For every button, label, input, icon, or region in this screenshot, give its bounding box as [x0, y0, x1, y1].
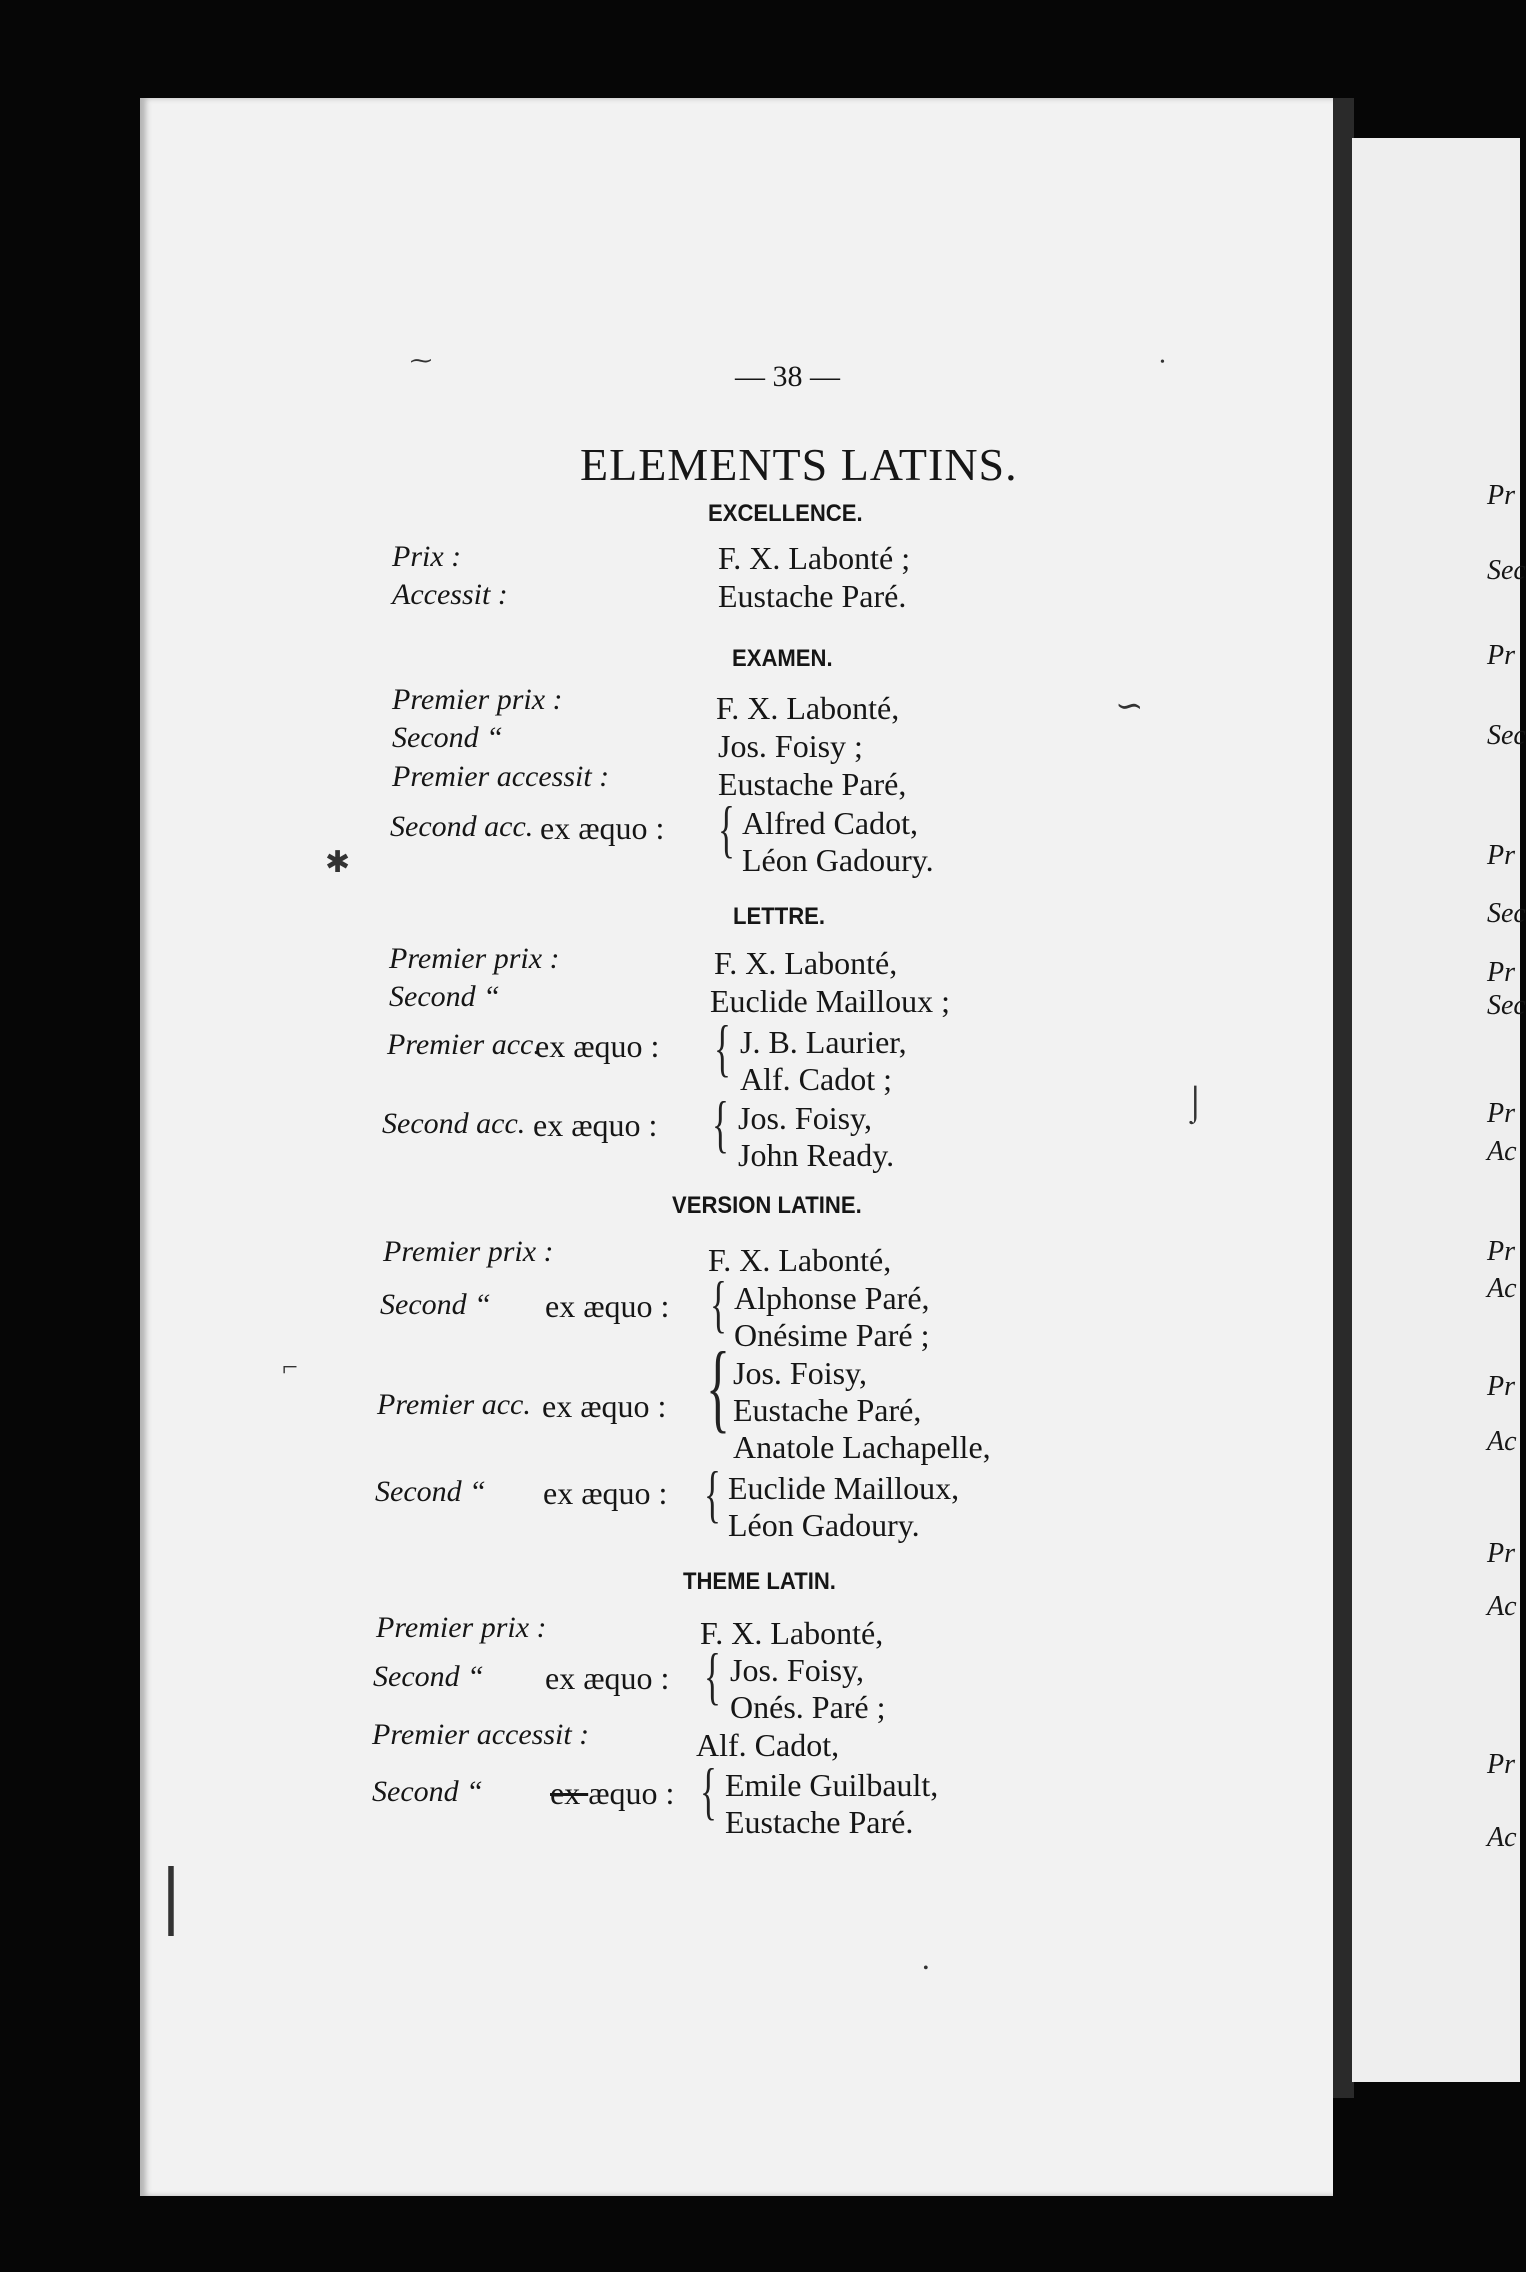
prize-label: Premier acc.: [387, 1028, 541, 1061]
ex-aequo-label: ex æquo :: [545, 1660, 670, 1696]
right-page-fragment-text: Sec: [1487, 990, 1526, 1021]
grouping-brace: {: [706, 1331, 730, 1442]
prize-label: Second “: [372, 1775, 483, 1808]
ink-mark: ⁓: [410, 348, 432, 373]
right-page-fragment-text: Pr: [1487, 840, 1515, 871]
prize-label: Second “: [373, 1660, 484, 1693]
ink-mark: •: [1160, 355, 1165, 370]
right-page-fragment-text: Pr: [1487, 1538, 1515, 1569]
prize-label: Second “: [389, 980, 500, 1013]
right-page-fragment-text: Pr: [1487, 957, 1515, 988]
prize-winner: Eustache Paré,: [718, 766, 907, 802]
grouping-brace: {: [712, 1088, 729, 1159]
section-heading: VERSION LATINE.: [672, 1192, 862, 1219]
prize-winner: John Ready.: [738, 1137, 895, 1173]
prize-label: Second “: [380, 1288, 491, 1321]
prize-winner: Emile Guilbault,: [725, 1767, 939, 1803]
book-gutter: [1330, 98, 1354, 2098]
prize-winner: Alf. Cadot ;: [740, 1061, 892, 1097]
right-page-fragment-text: Pr: [1487, 1098, 1515, 1129]
right-page-fragment-text: Sec: [1487, 720, 1526, 751]
prize-winner: F. X. Labonté,: [716, 690, 900, 726]
grouping-brace: {: [710, 1268, 727, 1339]
prize-label: Accessit :: [392, 578, 508, 611]
prize-label: Premier prix :: [383, 1235, 554, 1268]
ink-mark: ⎸: [168, 1861, 238, 1938]
prize-label: Premier prix :: [392, 683, 563, 716]
page-title: ELEMENTS LATINS.: [580, 439, 1018, 490]
prize-label: Premier prix :: [376, 1611, 547, 1644]
prize-winner: Euclide Mailloux,: [728, 1470, 960, 1506]
prize-winner: Eustache Paré.: [725, 1804, 914, 1840]
right-page-fragment-text: Pr: [1487, 1371, 1515, 1402]
prize-winner: Jos. Foisy ;: [718, 728, 863, 764]
right-page-fragment-text: Ac: [1487, 1273, 1517, 1304]
page-number: — 38 —: [735, 360, 840, 393]
prize-label: Second acc.: [382, 1107, 526, 1140]
prize-label: Premier accessit :: [372, 1718, 590, 1751]
ex-aequo-label: ex æquo :: [540, 810, 665, 846]
right-page-fragment-text: Pr: [1487, 1236, 1515, 1267]
prize-label: Premier prix :: [389, 942, 560, 975]
right-page-fragment-text: Ac: [1487, 1822, 1517, 1853]
section-heading: THEME LATIN.: [683, 1568, 836, 1595]
ink-mark: ∽: [1115, 688, 1144, 725]
prize-winner: Eustache Paré.: [718, 578, 907, 614]
ex-aequo-label: ex æquo :: [535, 1028, 660, 1064]
prize-winner: F. X. Labonté,: [708, 1242, 892, 1278]
right-page-fragment-text: Sec: [1487, 898, 1526, 929]
struck-text: ex: [550, 1775, 589, 1811]
right-page-fragment: [1352, 138, 1526, 2082]
prize-winner: Euclide Mailloux ;: [710, 983, 950, 1019]
prize-winner: Jos. Foisy,: [733, 1355, 867, 1391]
grouping-brace: {: [704, 1640, 721, 1711]
prize-winner: F. X. Labonté ;: [718, 540, 911, 576]
prize-winner: Jos. Foisy,: [730, 1652, 864, 1688]
right-page-fragment-text: Sec: [1487, 555, 1526, 586]
ex-aequo-label: ex æquo :: [543, 1475, 668, 1511]
ink-mark: ✱: [325, 846, 351, 879]
ex-aequo-label: ex æquo :: [545, 1288, 670, 1324]
ink-mark: ⌡: [1185, 1085, 1206, 1122]
prize-winner: Onésime Paré ;: [734, 1317, 930, 1353]
grouping-brace: {: [700, 1755, 717, 1826]
section-heading: LETTRE.: [733, 903, 825, 930]
prize-winner: Alphonse Paré,: [734, 1280, 930, 1316]
prize-winner: Eustache Paré,: [733, 1392, 922, 1428]
suffix-text: æquo :: [588, 1775, 675, 1811]
right-page-fragment-text: Pr: [1487, 1749, 1515, 1780]
prize-winner: Léon Gadoury.: [728, 1507, 920, 1543]
prize-winner: Onés. Paré ;: [730, 1689, 886, 1725]
prize-label: Premier acc.: [377, 1388, 531, 1421]
prize-winner: Anatole Lachapelle,: [733, 1429, 991, 1465]
prize-label: Prix :: [392, 540, 462, 573]
prize-label: Second “: [375, 1475, 486, 1508]
prize-winner: Alfred Cadot,: [742, 805, 918, 841]
right-page-fragment-text: Ac: [1487, 1591, 1517, 1622]
prize-winner: J. B. Laurier,: [740, 1024, 907, 1060]
prize-label: Second “: [392, 721, 503, 754]
ex-aequo-label: ex æquo :: [542, 1388, 667, 1424]
grouping-brace: {: [704, 1458, 721, 1529]
prize-winner: Alf. Cadot,: [696, 1727, 840, 1763]
left-page: [140, 98, 1333, 2196]
section-heading: EXAMEN.: [732, 645, 833, 672]
right-page-fragment-text: Ac: [1487, 1136, 1517, 1167]
prize-label: Premier accessit :: [392, 760, 610, 793]
section-heading: EXCELLENCE.: [708, 500, 863, 527]
prize-winner: F. X. Labonté,: [700, 1615, 884, 1651]
right-page-fragment-text: Pr: [1487, 480, 1515, 511]
grouping-brace: {: [718, 793, 735, 864]
ex-aequo-label: [550, 1775, 674, 1812]
prize-label: Second acc.: [390, 810, 534, 843]
prize-winner: Léon Gadoury.: [742, 842, 934, 878]
right-page-fragment-text: Pr: [1487, 640, 1515, 671]
prize-winner: Jos. Foisy,: [738, 1100, 872, 1136]
ex-aequo-label: ex æquo :: [533, 1107, 658, 1143]
right-page-fragment-text: Ac: [1487, 1426, 1517, 1457]
ink-mark: ⌐: [282, 1352, 298, 1383]
ink-mark: •: [923, 1960, 929, 1977]
prize-winner: F. X. Labonté,: [714, 945, 898, 981]
grouping-brace: {: [714, 1012, 731, 1083]
